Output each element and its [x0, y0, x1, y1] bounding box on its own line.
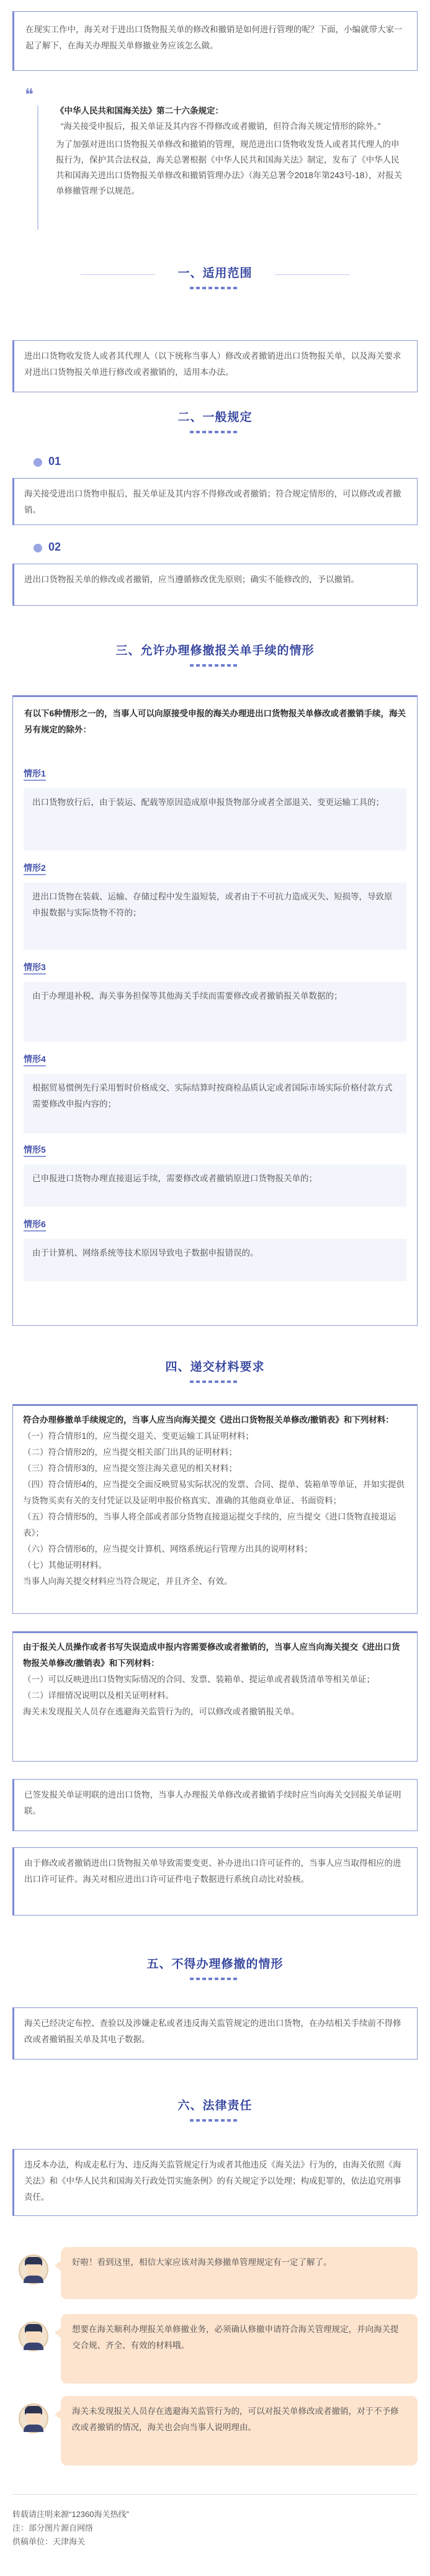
- section-underline: [190, 431, 240, 433]
- chat-bubble: 想要在海关顺利办理报关单修撤业务，必须确认修撤申请符合海关管理规定，并向海关提交合规、齐全、有效的材料哦。: [61, 2314, 418, 2384]
- chat-row: [12, 2396, 418, 2473]
- return-card: [12, 1779, 418, 1831]
- item-number: 01: [48, 455, 61, 467]
- case-label: 情形1: [24, 767, 46, 781]
- section-title-2: 二、一般规定: [177, 411, 253, 424]
- footer-source: 转载请注明来源“12360海关热线”: [12, 2510, 129, 2519]
- section-title-5: 五、不得办理修撤的情形: [146, 1958, 284, 1971]
- materials-lead: 符合办理修撤单手续规定的，当事人应当向海关提交《进出口货物报关单修改/撤销表》和下列材料：: [23, 1415, 394, 1425]
- item-number: 02: [48, 541, 61, 553]
- scope-text: 进出口货物收发货人或者其代理人（以下统称当事人）修改或者撤销进出口货物报关单，以及海关要求对进出口货物报关单进行修改或者撤销的，适用本办法。: [24, 351, 401, 377]
- officer-avatar-icon: [19, 2322, 48, 2351]
- rule-card: [12, 564, 418, 606]
- officer-avatar-icon: [19, 2403, 48, 2433]
- case-label: 情形4: [24, 1053, 46, 1066]
- chat-bubble: 好啦！看到这里，相信大家应该对海关修撤单管理规定有一定了解了。: [61, 2247, 418, 2299]
- rule-card: [12, 478, 418, 525]
- materials-card: [12, 1404, 418, 1614]
- section-underline: [190, 287, 240, 289]
- footer-contributor: 供稿单位：天津海关: [12, 2537, 86, 2546]
- number-dot-icon: [34, 544, 42, 552]
- officer-avatar-icon: [19, 2254, 48, 2284]
- scope-card: [12, 340, 418, 392]
- footer-note: 注：部分图片源自网络: [12, 2523, 94, 2533]
- section-underline: [190, 1380, 240, 1383]
- prohibition-card: [12, 2007, 418, 2060]
- chat-bubble: 海关未发现报关人员存在逃避海关监管行为的，可以对报关单修改或者撤销，对于不予修改或者撤销的情况，海关也会向当事人说明理由。: [61, 2396, 418, 2466]
- case-label: 情形2: [24, 862, 46, 875]
- intro-card: [12, 11, 418, 71]
- liability-text: 违反本办法，构成走私行为、违反海关监管规定行为或者其他违反《海关法》行为的，由海关依照《海关法》和《中华人民共和国海关行政处罚实施条例》的有关规定予以处理；构成犯罪的，依法追究刑事责任。: [24, 2160, 401, 2202]
- section-title-1: 一、适用范围: [177, 267, 253, 280]
- case-label: 情形3: [24, 961, 46, 975]
- materials-item: （二）详细情况说明以及相关证明材料。: [23, 1691, 174, 1700]
- case-label: 情形5: [24, 1143, 46, 1157]
- chat-row: [12, 2247, 418, 2303]
- quote-source: 《中华人民共和国海关法》第二十六条规定：: [56, 106, 223, 115]
- case-text: 已申报进口货物办理直接退运手续，需要修改或者撤销原进口货物报关单的；: [24, 1164, 406, 1207]
- materials-content: [13, 1406, 417, 1596]
- section-title-3: 三、允许办理修撤报关单手续的情形: [115, 644, 315, 657]
- footer-divider: [12, 2494, 418, 2495]
- section-underline: [190, 664, 240, 667]
- intro-text: 在现实工作中，海关对于进出口货物报关单的修改和撤销是如何进行管理的呢？下面，小编就带大家一起了解下，在海关办理报关单修撤业务应该怎么做。: [25, 25, 403, 50]
- materials-item: （一）可以反映进出口货物实际情况的合同、发票、装箱单、提运单或者载货清单等相关单证；: [23, 1675, 375, 1684]
- quote-explanation: 为了加强对进出口货物报关单修改和撤销的管理，规范进出口货物收发货人或者其代理人的申报行为，保护其合法权益，海关总署根据《中华人民共和国海关法》制定，发布了《中华人民共和国海关进出口货物报关单修改和撤销管理办法》（海关总署令2018年第243号-18），对报关单修撤管理予以规范。: [56, 140, 403, 196]
- section-title-4: 四、递交材料要求: [165, 1361, 265, 1374]
- materials-content: [13, 1633, 417, 1726]
- quote-text: “海关接受申报后，报关单证及其内容不得修改或者撤销，但符合海关规定情形的除外。”: [61, 122, 381, 131]
- case-text: 根据贸易惯例先行采用暂时价格成交、实际结算时按商检品质认定或者国际市场实际价格付款方式需要修改申报内容的；: [24, 1074, 406, 1133]
- section-title-6: 六、法律责任: [177, 2099, 253, 2112]
- quote-icon: ❝: [25, 86, 34, 104]
- materials-item: （六）符合情形6的，应当提交计算机、网络系统运行管理方出具的说明材料；: [23, 1544, 313, 1554]
- prohibition-text: 海关已经决定布控、查验以及涉嫌走私或者违反海关监管规定的进出口货物，在办结相关手续前不得修改或者撤销报关单及其电子数据。: [24, 2019, 401, 2044]
- quote-divider: [37, 106, 38, 230]
- chat-row: [12, 2314, 418, 2391]
- case-text: 进出口货物在装载、运输、存储过程中发生溢短装，或者由于不可抗力造成灭失、短损等，导致原申报数据与实际货物不符的；: [24, 883, 406, 950]
- law-quote: [43, 93, 416, 209]
- materials-lead: 由于报关人员操作或者书写失误造成申报内容需要修改或者撤销的，当事人应当向海关提交《进出口货物报关单修改/撤销表》和下列材料：: [23, 1642, 400, 1668]
- license-card: [12, 1847, 418, 1916]
- materials-item: （二）符合情形2的，应当提交相关部门出具的证明材料；: [23, 1448, 238, 1457]
- cases-lead: 有以下6种情形之一的，当事人可以向原接受申报的海关办理进出口货物报关单修改或者撤销手续，海关另有规定的除外：: [24, 709, 406, 734]
- section-underline: [190, 1978, 240, 1980]
- materials-card-2: [12, 1631, 418, 1762]
- license-text: 由于修改或者撤销进出口货物报关单导致需要变更、补办进出口许可证件的，当事人应当取得相应的进出口许可证件。海关对相应进出口许可证件电子数据进行系统自动比对验核。: [24, 1858, 401, 1884]
- rule-text: 进出口货物报关单的修改或者撤销，应当遵循修改优先原则；确实不能修改的，予以撤销。: [24, 575, 359, 584]
- section-underline: [190, 2119, 240, 2122]
- materials-item: （五）符合情形5的，当事人将全部或者部分货物直接退运提交手续的，应当提交《进口货物直接退运表》；: [23, 1512, 396, 1538]
- case-text: 由于计算机、网络系统等技术原因导致电子数据申报错误的。: [24, 1239, 406, 1281]
- case-text: 出口货物放行后，由于装运、配载等原因造成原申报货物部分或者全部退关、变更运输工具的；: [24, 788, 406, 850]
- section-deco: [275, 274, 349, 275]
- return-text: 已签发报关单证明联的进出口货物，当事人办理报关单修改或者撤销手续时应当向海关交回报关单证明联。: [24, 1790, 401, 1816]
- materials-item: （七）其他证明材料。: [23, 1560, 107, 1570]
- footer: [12, 2508, 418, 2549]
- materials-item: （一）符合情形1的，应当提交退关、变更运输工具证明材料；: [23, 1431, 254, 1441]
- materials-item: 海关未发现报关人员存在逃避海关监管行为的，可以修改或者撤销报关单。: [23, 1707, 300, 1716]
- liability-card: [12, 2149, 418, 2216]
- materials-item: （三）符合情形3的，应当提交签注海关意见的相关材料；: [23, 1464, 238, 1473]
- rule-text: 海关接受进出口货物申报后，报关单证及其内容不得修改或者撤销；符合规定情形的，可以修改或者撤销。: [24, 489, 401, 515]
- case-text: 由于办理退补税、海关事务担保等其他海关手续而需要修改或者撤销报关单数据的；: [24, 982, 406, 1042]
- case-label: 情形6: [24, 1218, 46, 1232]
- materials-item: （四）符合情形4的，应当提交全面反映贸易实际状况的发票、合同、提单、装箱单等单证，并如实提供与货物买卖有关的支付凭证以及证明申报价格真实、准确的其他商业单证、书面资料；: [23, 1480, 405, 1505]
- materials-item: 当事人向海关提交材料应当符合规定，并且齐全、有效。: [23, 1577, 233, 1586]
- number-dot-icon: [34, 458, 42, 467]
